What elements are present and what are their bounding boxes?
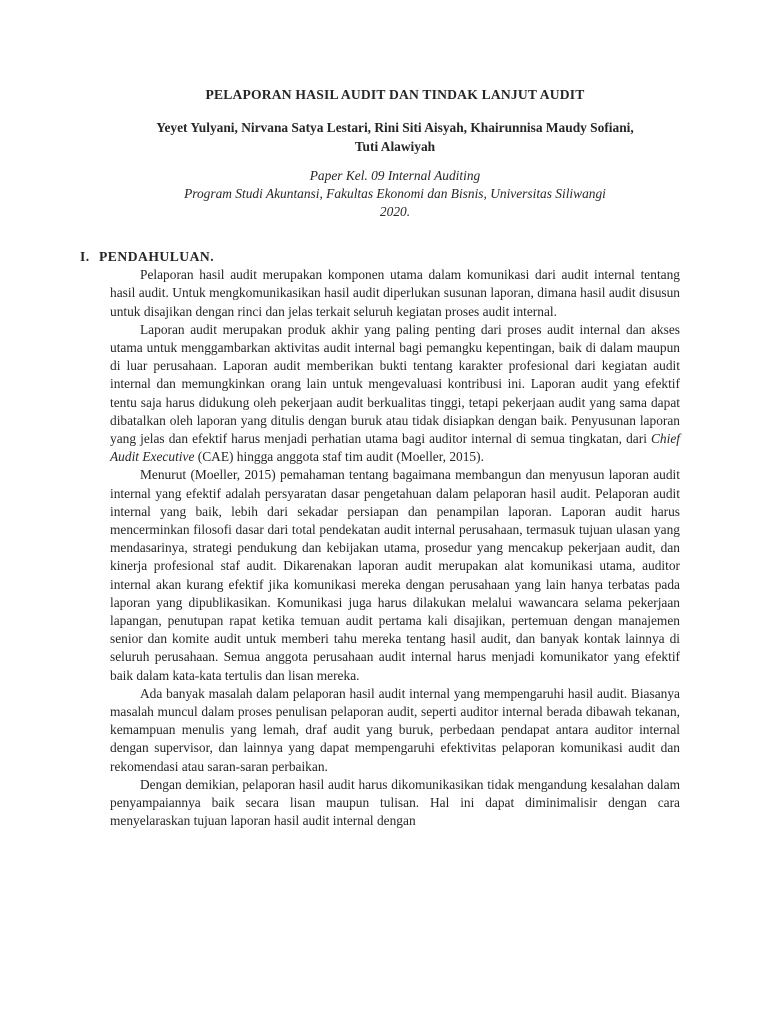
- author-line-1: Yeyet Yulyani, Nirvana Satya Lestari, Rini Siti Aisyah, Khairunnisa Maudy Sofiani,: [156, 120, 634, 136]
- section-heading: [80, 248, 680, 266]
- paragraph-5: Dengan demikian, pelaporan hasil audit harus dikomunikasikan tidak mengandung kesalahan dalam penyampaiannya baik secara lisan maupun tulisan. Hal ini dapat diminimalisir dengan cara menyelaraskan tujuan laporan hasil audit internal dengan: [110, 776, 680, 829]
- section-title: PENDAHULUAN.: [99, 249, 215, 265]
- paragraph-2-text-a: Laporan audit merupakan produk akhir yang paling penting dari proses audit internal dan akses utama untuk menggambarkan aktivitas audit internal bagi pemangku kepentingan, baik di dalam maupun di luar perusahaan. Laporan audit memberikan bukti tentang karakter profesional dari kegiatan audit internal dan memungkinkan orang lain untuk mengevaluasi kontribusi ini. Laporan audit yang efektif tentu saja harus didukung oleh pekerjaan audit berkualitas tinggi, tetapi pekerjaan audit yang sama dapat dibatalkan oleh laporan yang ditulis dengan buruk atau tidak disiapkan dengan baik. Penyusunan laporan yang jelas dan efektif harus menjadi perhatian utama bagi auditor internal di semua tingkatan, dari: [110, 321, 680, 447]
- author-line-2: Tuti Alawiyah: [354, 139, 436, 155]
- paragraph-2-text-b: (CAE) hingga anggota staf tim audit (Moeller, 2015).: [194, 449, 484, 465]
- paragraph-4: Ada banyak masalah dalam pelaporan hasil audit internal yang mempengaruhi hasil audit. Biasanya masalah muncul dalam proses penulisan pelaporan audit, seperti auditor internal berada dibawah tekanan, kemampuan menulis yang lemah, draf audit yang buruk, perbedaan pendapat antara auditor internal dengan supervisor, dan lainnya yang dapat mempengaruhi efektivitas pelaporan komunikasi audit dan rekomendasi atau saran-saran perbaikan.: [110, 685, 680, 774]
- section-number: I.: [80, 249, 90, 265]
- author-list: [110, 118, 680, 156]
- affiliation: [110, 167, 680, 221]
- affiliation-line-2: Program Studi Akuntansi, Fakultas Ekonomi dan Bisnis, Universitas Siliwangi: [184, 186, 606, 202]
- paragraph-2-italic-term: Chief Audit Executive: [110, 431, 680, 465]
- affiliation-line-1: Paper Kel. 09 Internal Auditing: [309, 168, 481, 184]
- paragraph-3: Menurut (Moeller, 2015) pemahaman tentang bagaimana membangun dan menyusun laporan audit internal yang efektif adalah persyaratan dasar pengetahuan dalam pelaporan hasil audit. Pelaporan audit internal yang baik, lebih dari sekadar persiapan dan penampilan laporan. Laporan audit harus mencerminkan filosofi dasar dari total pendekatan audit internal perusahaan, termasuk tujuan ulasan yang mendasarinya, strategi pendukung dan kebijakan utama, prosedur yang mencakup pekerjaan audit, dan kinerja profesional staf audit. Dikarenakan laporan audit merupakan alat komunikasi utama, auditor internal akan kurang efektif jika komunikasi mereka dengan perusahaan yang lain hanya terbatas pada laporan yang dipublikasikan. Komunikasi juga harus dilakukan melalui wawancara selama pekerjaan lapangan, penutupan rapat ketika temuan audit pertama kali disajikan, pertemuan dengan manajemen senior dan komite audit untuk memberi tahu mereka tentang hasil audit, dan banyak kontak lainnya di seluruh perusahaan. Semua anggota perusahaan audit internal harus menjadi komunikator yang efektif baik dalam kata-kata tertulis dan lisan mereka.: [110, 467, 680, 683]
- paragraph-1: Pelaporan hasil audit merupakan komponen utama dalam komunikasi dari audit internal tentang hasil audit. Untuk mengkomunikasikan hasil audit diperlukan susunan laporan, dimana hasil audit disusun untuk disajikan dengan rinci dan jelas terkait seluruh kegiatan proses audit internal.: [110, 267, 680, 319]
- paragraph-2: [110, 321, 680, 467]
- paper-title: PELAPORAN HASIL AUDIT DAN TINDAK LANJUT AUDIT: [205, 87, 585, 102]
- affiliation-line-3: 2020.: [379, 204, 411, 220]
